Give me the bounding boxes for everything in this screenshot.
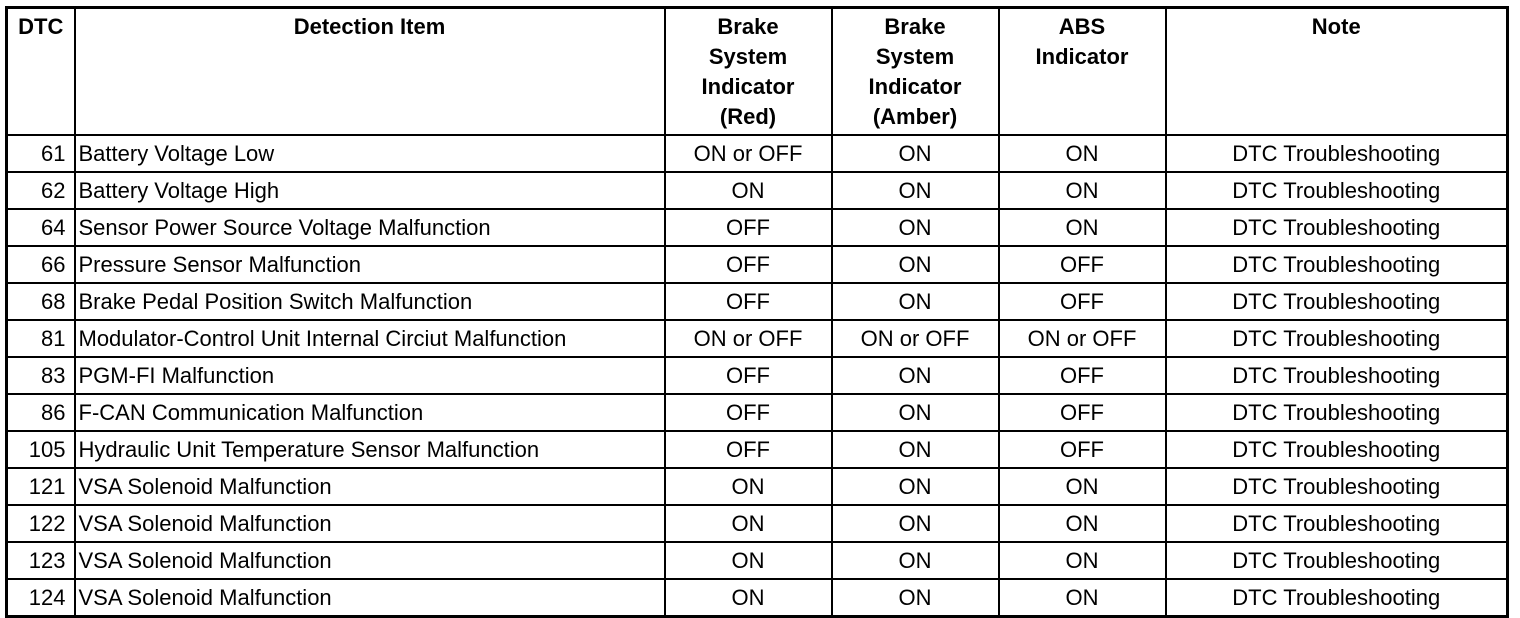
note-cell: DTC Troubleshooting: [1166, 468, 1508, 505]
header-line: (Amber): [872, 104, 958, 129]
table-row: [7, 246, 1508, 283]
note-cell: DTC Troubleshooting: [1166, 172, 1508, 209]
header-line: System: [875, 44, 955, 69]
brake-red-cell: OFF: [665, 209, 832, 246]
detection-item-cell: VSA Solenoid Malfunction: [75, 579, 665, 617]
table-header: [7, 8, 1508, 136]
brake-amber-cell: ON: [832, 357, 999, 394]
brake-amber-cell: ON: [832, 579, 999, 617]
brake-amber-cell: ON: [832, 542, 999, 579]
dtc-code-cell: 124: [7, 579, 75, 617]
abs-cell: OFF: [999, 431, 1166, 468]
table-row: [7, 579, 1508, 617]
brake-amber-cell: ON: [832, 431, 999, 468]
table-row: [7, 172, 1508, 209]
dtc-code-cell: 68: [7, 283, 75, 320]
table-row: [7, 357, 1508, 394]
note-cell: DTC Troubleshooting: [1166, 394, 1508, 431]
brake-red-cell: ON: [665, 505, 832, 542]
note-cell: DTC Troubleshooting: [1166, 542, 1508, 579]
abs-cell: ON or OFF: [999, 320, 1166, 357]
header-row: [7, 8, 1508, 136]
table-row: [7, 320, 1508, 357]
detection-item-cell: Modulator-Control Unit Internal Circiut Malfunction: [75, 320, 665, 357]
brake-red-cell: OFF: [665, 394, 832, 431]
abs-cell: ON: [999, 542, 1166, 579]
brake-amber-cell: ON: [832, 135, 999, 172]
dtc-code-cell: 86: [7, 394, 75, 431]
brake-red-cell: ON: [665, 172, 832, 209]
brake-red-cell: ON: [665, 579, 832, 617]
note-cell: DTC Troubleshooting: [1166, 320, 1508, 357]
abs-cell: ON: [999, 468, 1166, 505]
note-cell: DTC Troubleshooting: [1166, 579, 1508, 617]
dtc-code-cell: 81: [7, 320, 75, 357]
note-cell: DTC Troubleshooting: [1166, 135, 1508, 172]
brake-amber-cell: ON: [832, 505, 999, 542]
dtc-code-cell: 122: [7, 505, 75, 542]
abs-cell: ON: [999, 209, 1166, 246]
table-row: [7, 542, 1508, 579]
dtc-code-cell: 64: [7, 209, 75, 246]
note-cell: DTC Troubleshooting: [1166, 357, 1508, 394]
detection-item-cell: Battery Voltage High: [75, 172, 665, 209]
header-brake-system-indicator-red: [665, 8, 832, 136]
table-row: [7, 394, 1508, 431]
detection-item-cell: Battery Voltage Low: [75, 135, 665, 172]
dtc-code-cell: 61: [7, 135, 75, 172]
brake-red-cell: ON or OFF: [665, 320, 832, 357]
detection-item-cell: Sensor Power Source Voltage Malfunction: [75, 209, 665, 246]
detection-item-cell: Hydraulic Unit Temperature Sensor Malfunction: [75, 431, 665, 468]
brake-red-cell: OFF: [665, 431, 832, 468]
header-line: Brake: [717, 14, 779, 39]
table-row: [7, 135, 1508, 172]
detection-item-cell: F-CAN Communication Malfunction: [75, 394, 665, 431]
dtc-code-cell: 123: [7, 542, 75, 579]
header-note: Note: [1166, 8, 1508, 136]
dtc-code-cell: 121: [7, 468, 75, 505]
detection-item-cell: VSA Solenoid Malfunction: [75, 542, 665, 579]
brake-red-cell: OFF: [665, 357, 832, 394]
note-cell: DTC Troubleshooting: [1166, 246, 1508, 283]
brake-red-cell: ON: [665, 542, 832, 579]
brake-amber-cell: ON: [832, 283, 999, 320]
header-line: (Red): [719, 104, 777, 129]
note-cell: DTC Troubleshooting: [1166, 505, 1508, 542]
dtc-code-cell: 105: [7, 431, 75, 468]
brake-amber-cell: ON: [832, 394, 999, 431]
brake-amber-cell: ON: [832, 172, 999, 209]
brake-red-cell: OFF: [665, 283, 832, 320]
header-line: Indicator: [868, 74, 962, 99]
detection-item-cell: PGM-FI Malfunction: [75, 357, 665, 394]
table-row: [7, 209, 1508, 246]
note-cell: DTC Troubleshooting: [1166, 283, 1508, 320]
brake-amber-cell: ON: [832, 246, 999, 283]
brake-amber-cell: ON: [832, 468, 999, 505]
table-row: [7, 468, 1508, 505]
abs-cell: ON: [999, 579, 1166, 617]
detection-item-cell: VSA Solenoid Malfunction: [75, 468, 665, 505]
header-abs-indicator: [999, 8, 1166, 136]
brake-amber-cell: ON or OFF: [832, 320, 999, 357]
header-line: Indicator: [701, 74, 795, 99]
table-body: [7, 135, 1508, 617]
note-cell: DTC Troubleshooting: [1166, 431, 1508, 468]
table-row: [7, 505, 1508, 542]
abs-cell: OFF: [999, 357, 1166, 394]
abs-cell: ON: [999, 135, 1166, 172]
abs-cell: ON: [999, 172, 1166, 209]
brake-red-cell: ON: [665, 468, 832, 505]
header-detection-item: Detection Item: [75, 8, 665, 136]
detection-item-cell: Brake Pedal Position Switch Malfunction: [75, 283, 665, 320]
brake-red-cell: ON or OFF: [665, 135, 832, 172]
dtc-code-cell: 66: [7, 246, 75, 283]
detection-item-cell: Pressure Sensor Malfunction: [75, 246, 665, 283]
table-row: [7, 283, 1508, 320]
header-dtc: DTC: [7, 8, 75, 136]
header-brake-system-indicator-amber: [832, 8, 999, 136]
dtc-code-cell: 62: [7, 172, 75, 209]
header-line: Indicator: [1035, 44, 1129, 69]
abs-cell: OFF: [999, 394, 1166, 431]
abs-cell: ON: [999, 505, 1166, 542]
header-line: System: [708, 44, 788, 69]
brake-amber-cell: ON: [832, 209, 999, 246]
brake-red-cell: OFF: [665, 246, 832, 283]
detection-item-cell: VSA Solenoid Malfunction: [75, 505, 665, 542]
dtc-table: [5, 6, 1509, 618]
table-row: [7, 431, 1508, 468]
header-line: ABS: [1058, 14, 1106, 39]
dtc-code-cell: 83: [7, 357, 75, 394]
header-line: Brake: [884, 14, 946, 39]
abs-cell: OFF: [999, 246, 1166, 283]
abs-cell: OFF: [999, 283, 1166, 320]
note-cell: DTC Troubleshooting: [1166, 209, 1508, 246]
